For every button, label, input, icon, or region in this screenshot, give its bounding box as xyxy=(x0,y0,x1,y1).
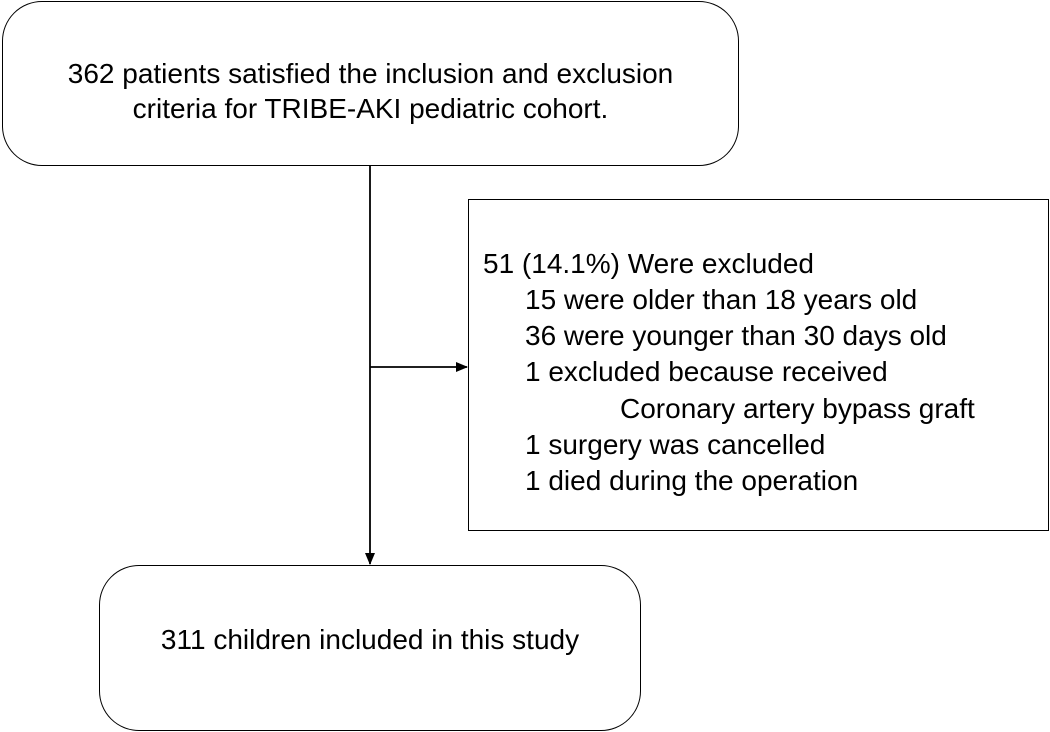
excluded-box xyxy=(468,199,1049,531)
excluded-header: 51 (14.1%) Were excluded xyxy=(483,248,814,279)
eligible-cohort-text xyxy=(3,56,738,126)
eligible-cohort-line-2: criteria for TRIBE-AKI pediatric cohort. xyxy=(132,93,609,124)
included-box xyxy=(99,565,641,731)
excluded-item: 1 died during the operation xyxy=(525,465,859,496)
excluded-item: 15 were older than 18 years old xyxy=(525,284,918,315)
included-text: 311 children included in this study xyxy=(160,624,580,655)
eligible-cohort-box xyxy=(2,1,739,166)
excluded-item-continuation: Coronary artery bypass graft xyxy=(620,393,975,424)
excluded-item: 36 were younger than 30 days old xyxy=(525,320,947,351)
excluded-item: 1 excluded because received xyxy=(525,356,888,387)
excluded-item: 1 surgery was cancelled xyxy=(525,429,826,460)
eligible-cohort-line-1: 362 patients satisfied the inclusion and exclusion xyxy=(67,58,674,89)
